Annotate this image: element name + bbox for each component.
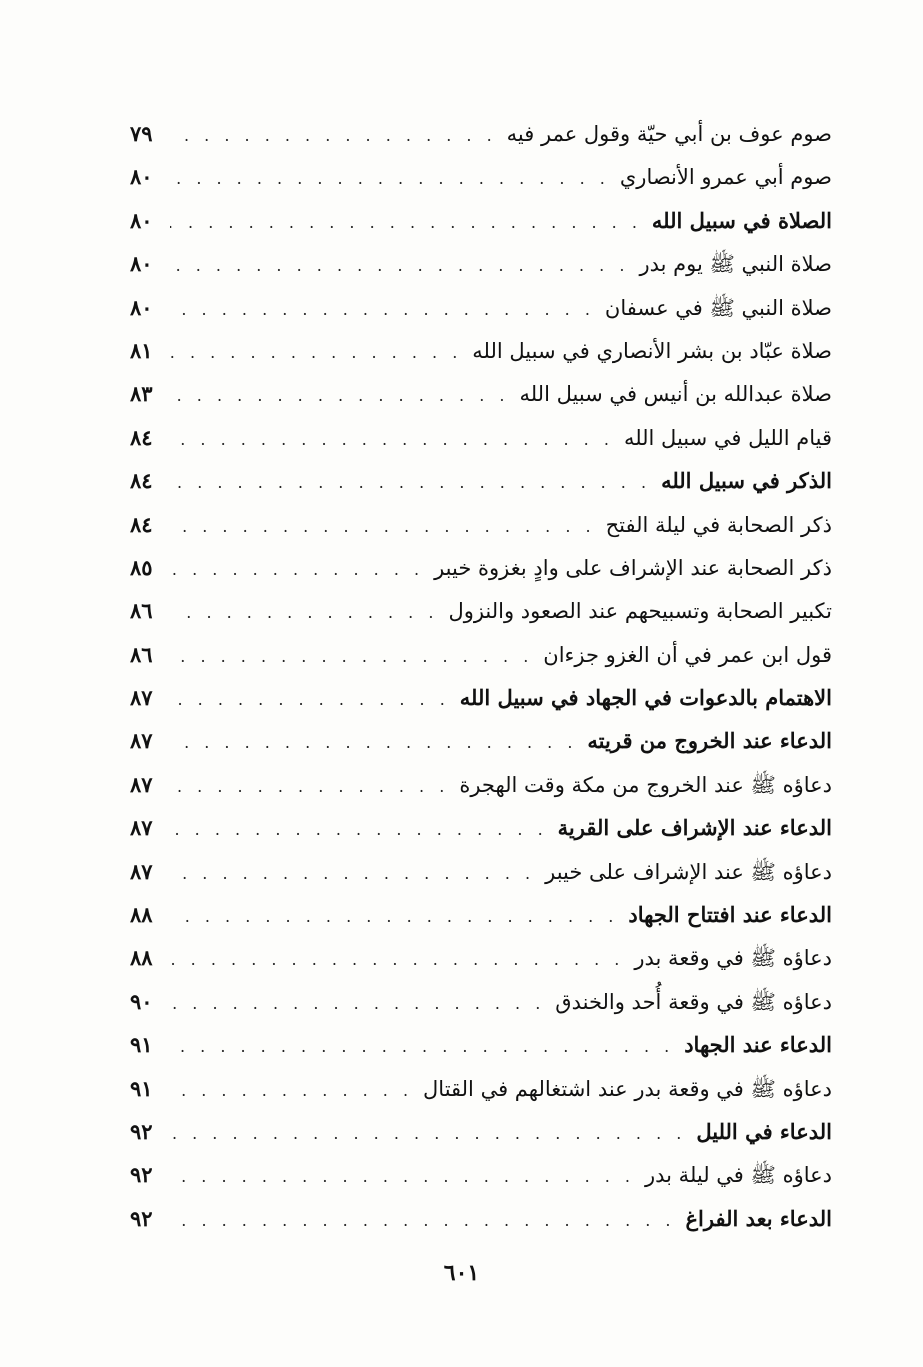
toc-entry [130, 980, 832, 1023]
toc-entry-page: ٨٨ [130, 902, 153, 928]
toc-entry-title: صلاة النبي ﷺ يوم بدر [639, 252, 832, 277]
dot-leader [170, 982, 545, 1025]
toc-entry-page: ٨٧ [130, 685, 153, 711]
dot-leader [170, 374, 509, 417]
toc-entry [130, 199, 832, 242]
toc-entry [130, 763, 832, 806]
toc-entry-title: الدعاء عند الجهاد [684, 1032, 832, 1058]
toc-entry-title: قيام الليل في سبيل الله [623, 425, 832, 450]
toc-entry [130, 719, 832, 762]
toc-entry-page: ٨٧ [130, 815, 153, 841]
dot-leader [170, 548, 424, 591]
toc-entry-title: صلاة النبي ﷺ في عسفان [604, 295, 832, 320]
toc-entry [130, 1197, 832, 1240]
toc-entry-title: صوم عوف بن أبي حيّة وقول عمر فيه [506, 122, 832, 146]
toc-entry [130, 1153, 832, 1196]
toc-entry-page: ٩١ [130, 1075, 153, 1101]
dot-leader [170, 418, 614, 461]
page-number: ٦٠١ [443, 1260, 480, 1286]
toc-entry [130, 1023, 832, 1066]
toc-entry [130, 546, 832, 589]
dot-leader [170, 721, 577, 764]
dot-leader [170, 288, 595, 331]
toc-entry-page: ٨٠ [130, 251, 153, 277]
dot-leader [170, 808, 548, 851]
toc-entry-page: ٩١ [130, 1032, 153, 1058]
toc-entry-page: ٨٤ [130, 511, 153, 537]
toc-entry-page: ٨٧ [130, 771, 153, 797]
table-of-contents [130, 112, 832, 1240]
dot-leader [170, 157, 610, 200]
toc-entry-title: الدعاء بعد الفراغ [685, 1205, 832, 1231]
toc-entry-title: الاهتمام بالدعوات في الجهاد في سبيل الله [459, 685, 832, 711]
toc-entry-page: ٨٦ [130, 641, 153, 667]
toc-entry-page: ٨٥ [130, 554, 153, 580]
toc-entry-title: دعاؤه ﷺ في ليلة بدر [645, 1163, 832, 1188]
toc-entry-title: ذكر الصحابة في ليلة الفتح [605, 512, 832, 537]
toc-entry-page: ٩٠ [130, 988, 153, 1014]
toc-entry-title: الدعاء في الليل [696, 1118, 832, 1144]
toc-entry-page: ٨٧ [130, 728, 153, 754]
toc-entry-title: صلاة عبدالله بن أنيس في سبيل الله [519, 382, 832, 407]
dot-leader [170, 331, 462, 374]
toc-entry [130, 459, 832, 502]
toc-entry-page: ٩٢ [130, 1162, 153, 1188]
toc-entry-page: ٨٨ [130, 945, 153, 971]
toc-entry [130, 503, 832, 546]
dot-leader [170, 765, 449, 808]
dot-leader [170, 1155, 635, 1198]
toc-entry [130, 850, 832, 893]
dot-leader [170, 938, 624, 981]
dot-leader [170, 201, 642, 244]
toc-entry-page: ٨٦ [130, 598, 153, 624]
dot-leader [170, 505, 596, 548]
dot-leader [170, 1025, 674, 1068]
dot-leader [170, 244, 629, 287]
toc-entry-page: ٨٠ [130, 294, 153, 320]
dot-leader [170, 852, 535, 895]
toc-entry-title: الصلاة في سبيل الله [651, 207, 832, 233]
toc-entry [130, 1067, 832, 1110]
dot-leader [170, 1199, 676, 1242]
dot-leader [170, 114, 497, 157]
toc-entry-title: صوم أبي عمرو الأنصاري [619, 165, 832, 190]
toc-entry [130, 416, 832, 459]
toc-entry-title: دعاؤه ﷺ في وقعة بدر عند اشتغالهم في القتال [423, 1076, 832, 1101]
dot-leader [170, 635, 533, 678]
toc-entry [130, 1110, 832, 1153]
toc-entry-page: ٨٠ [130, 164, 153, 190]
toc-entry-title: الذكر في سبيل الله [661, 468, 832, 494]
toc-entry-title: قول ابن عمر في أن الغزو جزءان [543, 642, 832, 667]
toc-entry-title: الدعاء عند الإشراف على القرية [557, 815, 832, 841]
toc-entry [130, 676, 832, 719]
toc-entry-title: صلاة عبّاد بن بشر الأنصاري في سبيل الله [472, 338, 832, 363]
toc-entry [130, 589, 832, 632]
toc-entry-page: ٨٧ [130, 858, 153, 884]
toc-entry [130, 329, 832, 372]
dot-leader [170, 1112, 686, 1155]
toc-entry-title: دعاؤه ﷺ في وقعة بدر [634, 946, 832, 971]
toc-entry-page: ٨٤ [130, 424, 153, 450]
toc-entry [130, 112, 832, 155]
toc-entry-page: ٩٢ [130, 1118, 153, 1144]
toc-entry [130, 936, 832, 979]
toc-entry-title: دعاؤه ﷺ عند الخروج من مكة وقت الهجرة [459, 772, 832, 797]
toc-entry-page: ٧٩ [130, 121, 153, 146]
dot-leader [170, 591, 438, 634]
dot-leader [170, 1069, 413, 1112]
toc-entry-page: ٨٣ [130, 381, 153, 407]
dot-leader [170, 461, 651, 504]
toc-entry-title: دعاؤه ﷺ عند الإشراف على خيبر [545, 859, 832, 884]
toc-entry-page: ٨٤ [130, 468, 153, 494]
toc-entry-title: الدعاء عند افتتاح الجهاد [628, 902, 832, 928]
toc-entry-page: ٨٠ [130, 207, 153, 233]
toc-entry-page: ٩٢ [130, 1205, 153, 1231]
dot-leader [170, 895, 618, 938]
toc-entry-title: الدعاء عند الخروج من قريته [587, 728, 832, 754]
dot-leader [170, 678, 450, 721]
toc-entry [130, 806, 832, 849]
toc-entry-title: دعاؤه ﷺ في وقعة أُحد والخندق [555, 989, 832, 1014]
toc-entry [130, 155, 832, 198]
toc-entry [130, 893, 832, 936]
toc-entry-title: تكبير الصحابة وتسبيحهم عند الصعود والنزول [448, 599, 832, 624]
toc-entry [130, 372, 832, 415]
toc-entry [130, 242, 832, 285]
toc-entry [130, 286, 832, 329]
toc-entry-page: ٨١ [130, 337, 153, 363]
toc-entry-title: ذكر الصحابة عند الإشراف على وادٍ بغزوة خيبر [434, 555, 832, 580]
toc-entry [130, 633, 832, 676]
